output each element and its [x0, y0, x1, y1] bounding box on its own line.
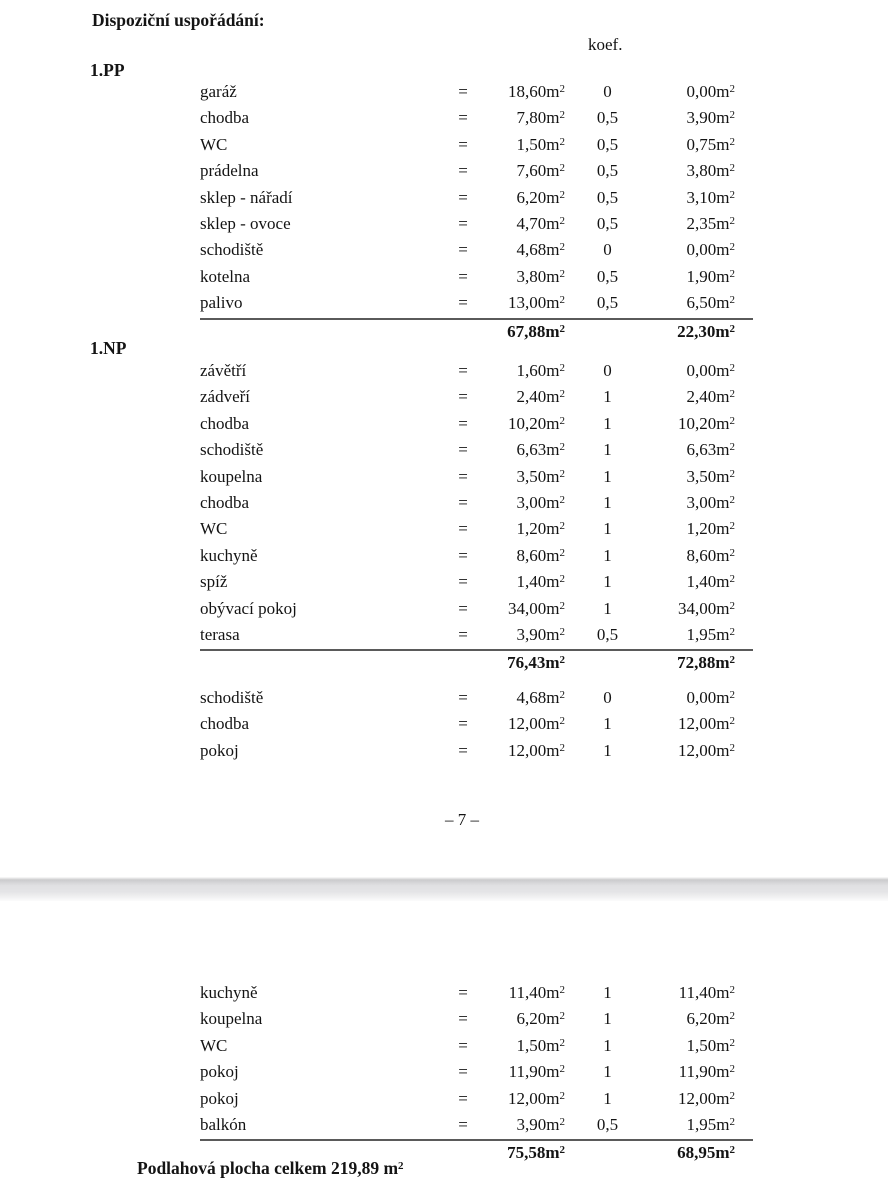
room-label: obývací pokoj: [200, 598, 297, 618]
weighted-area-value: $3,50m^2$: [686, 466, 735, 486]
room-label: kuchyně: [200, 983, 258, 1002]
superscript-2: 2: [559, 1144, 565, 1157]
subtotal-area-value: $75,58m^2$: [507, 1143, 565, 1163]
weighted-area-value: $0,00m^2$: [686, 361, 735, 380]
weighted-area-value: $8,60m^2$: [686, 545, 735, 565]
table-row: [200, 1007, 753, 1033]
superscript-2: 2: [729, 1010, 735, 1023]
floor-heading-1np: 1.NP: [90, 338, 127, 358]
koef-value: 1: [603, 598, 612, 618]
room-label: schodiště: [200, 440, 264, 460]
equals-sign: =: [458, 983, 468, 1002]
superscript-2: 2: [559, 1063, 565, 1076]
room-label: WC: [200, 519, 228, 539]
weighted-area-value: $3,10m^2$: [686, 187, 735, 207]
koef-value: 1: [603, 545, 612, 565]
area-table-upper-floor-continued: [0, 981, 888, 1168]
area-value: $6,63m^2$: [516, 440, 565, 460]
superscript-2: 2: [559, 414, 565, 427]
area-value: $11,90m^2$: [508, 1062, 565, 1082]
room-label: závětří: [200, 361, 247, 380]
superscript-2: 2: [729, 162, 735, 175]
equals-sign: =: [458, 187, 468, 207]
room-label: prádelna: [200, 161, 259, 181]
weighted-area-value: $3,00m^2$: [686, 493, 735, 513]
weighted-area-value: $1,95m^2$: [686, 1115, 735, 1135]
superscript-2: 2: [729, 441, 735, 454]
superscript-2: 2: [729, 599, 735, 612]
subtotal-area-value: $76,43m^2$: [507, 653, 565, 673]
room-label: chodba: [200, 413, 250, 433]
superscript-2: 2: [729, 109, 735, 122]
superscript-2: 2: [729, 267, 735, 280]
superscript-2: 2: [559, 573, 565, 586]
koef-value: 0,5: [596, 1115, 619, 1135]
page-number: – 7 –: [445, 810, 479, 829]
equals-sign: =: [458, 466, 468, 486]
room-label: schodiště: [200, 240, 264, 260]
koef-value: 1: [603, 1062, 612, 1082]
superscript-2: 2: [729, 414, 735, 427]
area-value: $3,80m^2$: [516, 266, 565, 286]
area-value: $18,60m^2$: [508, 82, 565, 101]
room-label: spíž: [200, 572, 228, 592]
superscript-2: 2: [729, 362, 735, 374]
equals-sign: =: [458, 714, 468, 734]
koef-value: 1: [603, 519, 612, 539]
area-value: $1,50m^2$: [516, 134, 565, 154]
weighted-area-value: $3,80m^2$: [686, 161, 735, 181]
superscript-2: 2: [559, 294, 565, 307]
equals-sign: =: [458, 361, 468, 380]
room-label: garáž: [200, 82, 237, 101]
area-value: $11,40m^2$: [508, 983, 565, 1002]
superscript-2: 2: [729, 1036, 735, 1049]
superscript-2: 2: [559, 599, 565, 612]
superscript-2: 2: [729, 135, 735, 148]
equals-sign: =: [458, 266, 468, 286]
superscript-2: 2: [729, 741, 735, 754]
superscript-2: 2: [559, 241, 565, 254]
superscript-2: 2: [729, 689, 735, 701]
equals-sign: =: [458, 240, 468, 260]
koef-value: 0,5: [596, 625, 619, 645]
superscript-2: 2: [559, 520, 565, 533]
table-row: [200, 1060, 753, 1086]
equals-sign: =: [458, 214, 468, 234]
koef-value: 1: [603, 983, 612, 1002]
room-label: sklep - ovoce: [200, 214, 291, 234]
koef-value: 1: [603, 387, 612, 407]
total-floor-area-unit: $m^2$: [383, 1158, 404, 1178]
koef-value: 1: [603, 714, 612, 734]
area-value: $12,00m^2$: [508, 740, 565, 760]
superscript-2: 2: [729, 1144, 735, 1157]
room-label: zádveří: [200, 387, 251, 407]
superscript-2: 2: [729, 1116, 735, 1129]
area-value: $4,70m^2$: [516, 214, 565, 234]
room-label: chodba: [200, 714, 250, 734]
superscript-2: 2: [559, 362, 565, 374]
koef-value: 1: [603, 1088, 612, 1108]
table-row: [200, 1034, 753, 1060]
table-row: [200, 981, 753, 1007]
superscript-2: 2: [729, 984, 735, 996]
weighted-area-value: $1,95m^2$: [686, 625, 735, 645]
weighted-area-value: $0,00m^2$: [686, 240, 735, 260]
koef-value: 1: [603, 572, 612, 592]
superscript-2: 2: [729, 1063, 735, 1076]
table-row: [200, 1113, 753, 1139]
weighted-area-value: $12,00m^2$: [678, 714, 735, 734]
superscript-2: 2: [559, 441, 565, 454]
room-label: koupelna: [200, 466, 263, 486]
superscript-2: 2: [729, 494, 735, 507]
superscript-2: 2: [559, 109, 565, 122]
koef-value: 0,5: [596, 293, 619, 313]
weighted-area-value: $6,20m^2$: [686, 1009, 735, 1029]
weighted-area-value: $1,50m^2$: [686, 1035, 735, 1055]
area-value: $34,00m^2$: [508, 598, 565, 618]
subtotal-area-value: $67,88m^2$: [507, 321, 565, 341]
equals-sign: =: [458, 545, 468, 565]
weighted-area-value: $1,20m^2$: [686, 519, 735, 539]
weighted-area-value: $12,00m^2$: [678, 740, 735, 760]
area-value: $2,40m^2$: [516, 387, 565, 407]
weighted-area-value: $0,00m^2$: [686, 82, 735, 101]
koef-value: 0: [603, 82, 612, 101]
superscript-2: 2: [559, 546, 565, 559]
superscript-2: 2: [559, 83, 565, 95]
superscript-2: 2: [559, 689, 565, 701]
room-label: pokoj: [200, 1088, 239, 1108]
area-value: $13,00m^2$: [508, 293, 565, 313]
area-value: $12,00m^2$: [508, 1088, 565, 1108]
room-label: sklep - nářadí: [200, 187, 293, 207]
area-value: $1,60m^2$: [516, 361, 565, 380]
koef-value: 0: [603, 688, 612, 707]
superscript-2: 2: [729, 188, 735, 201]
koef-value: 0,5: [596, 134, 619, 154]
equals-sign: =: [458, 740, 468, 760]
weighted-area-value: $11,90m^2$: [678, 1062, 735, 1082]
room-label: terasa: [200, 625, 240, 645]
room-label: kotelna: [200, 266, 251, 286]
area-value: $3,00m^2$: [516, 493, 565, 513]
koef-column-header: koef.: [588, 35, 623, 54]
superscript-2: 2: [729, 520, 735, 533]
koef-value: 0,5: [596, 266, 619, 286]
equals-sign: =: [458, 134, 468, 154]
room-label: WC: [200, 134, 228, 154]
equals-sign: =: [458, 161, 468, 181]
equals-sign: =: [458, 293, 468, 313]
koef-value: 0,5: [596, 187, 619, 207]
superscript-2: 2: [559, 135, 565, 148]
equals-sign: =: [458, 1088, 468, 1108]
equals-sign: =: [458, 413, 468, 433]
equals-sign: =: [458, 493, 468, 513]
area-value: $4,68m^2$: [516, 240, 565, 260]
superscript-2: 2: [559, 494, 565, 507]
equals-sign: =: [458, 1062, 468, 1082]
superscript-2: 2: [559, 215, 565, 228]
subtotal-weighted-area-value: $22,30m^2$: [677, 321, 735, 341]
weighted-area-value: $10,20m^2$: [678, 413, 735, 433]
superscript-2: 2: [559, 984, 565, 996]
area-value: $4,68m^2$: [516, 688, 565, 707]
area-value: $6,20m^2$: [516, 1009, 565, 1029]
equals-sign: =: [458, 1035, 468, 1055]
equals-sign: =: [458, 519, 468, 539]
weighted-area-value: $34,00m^2$: [678, 598, 735, 618]
weighted-area-value: $11,40m^2$: [678, 983, 735, 1002]
weighted-area-value: $2,35m^2$: [686, 214, 735, 234]
room-label: kuchyně: [200, 545, 258, 565]
weighted-area-value: $3,90m^2$: [686, 108, 735, 128]
room-label: koupelna: [200, 1009, 263, 1029]
superscript-2: 2: [559, 1036, 565, 1049]
superscript-2: 2: [559, 1010, 565, 1023]
room-label: pokoj: [200, 1062, 239, 1082]
superscript-2: 2: [729, 467, 735, 480]
superscript-2: 2: [559, 626, 565, 639]
room-label: pokoj: [200, 740, 239, 760]
area-value: $12,00m^2$: [508, 714, 565, 734]
koef-value: 0,5: [596, 108, 619, 128]
total-floor-area-label: Podlahová plocha celkem: [137, 1158, 327, 1178]
weighted-area-value: $6,50m^2$: [686, 293, 735, 313]
weighted-area-value: $12,00m^2$: [678, 1088, 735, 1108]
area-value: $1,40m^2$: [516, 572, 565, 592]
superscript-2: 2: [559, 1116, 565, 1129]
document-section-title: Dispoziční uspořádání:: [92, 10, 265, 30]
room-label: chodba: [200, 108, 250, 128]
equals-sign: =: [458, 598, 468, 618]
room-label: balkón: [200, 1115, 247, 1135]
equals-sign: =: [458, 1115, 468, 1135]
equals-sign: =: [458, 572, 468, 592]
subtotal-spacer: [453, 1141, 473, 1167]
koef-value: 0,5: [596, 214, 619, 234]
superscript-2: 2: [398, 1160, 404, 1172]
superscript-2: 2: [729, 388, 735, 401]
superscript-2: 2: [729, 654, 735, 667]
superscript-2: 2: [559, 467, 565, 480]
area-value: $3,90m^2$: [516, 625, 565, 645]
superscript-2: 2: [559, 654, 565, 667]
superscript-2: 2: [559, 388, 565, 401]
weighted-area-value: $1,40m^2$: [686, 572, 735, 592]
weighted-area-value: $0,00m^2$: [686, 688, 735, 707]
koef-value: 1: [603, 493, 612, 513]
area-value: $1,20m^2$: [516, 519, 565, 539]
equals-sign: =: [458, 108, 468, 128]
area-value: $3,50m^2$: [516, 466, 565, 486]
subtotal-weighted-area-value: $72,88m^2$: [677, 653, 735, 673]
superscript-2: 2: [729, 83, 735, 95]
room-label: schodiště: [200, 688, 264, 707]
koef-value: 1: [603, 413, 612, 433]
superscript-2: 2: [559, 267, 565, 280]
koef-value: 1: [603, 1035, 612, 1055]
superscript-2: 2: [729, 626, 735, 639]
superscript-2: 2: [559, 188, 565, 201]
superscript-2: 2: [729, 715, 735, 728]
koef-value: 0: [603, 361, 612, 380]
superscript-2: 2: [729, 573, 735, 586]
weighted-area-value: $0,75m^2$: [686, 134, 735, 154]
subtotal-weighted-area-value: $68,95m^2$: [677, 1143, 735, 1163]
total-floor-area-value: 219,89: [330, 1158, 380, 1178]
superscript-2: 2: [559, 162, 565, 175]
total-floor-area: [137, 1158, 404, 1179]
area-value: $1,50m^2$: [516, 1035, 565, 1055]
equals-sign: =: [458, 387, 468, 407]
table-row: [200, 1087, 753, 1113]
area-value: $7,60m^2$: [516, 161, 565, 181]
area-value: $8,60m^2$: [516, 545, 565, 565]
koef-value: 0: [603, 240, 612, 260]
room-label: WC: [200, 1035, 228, 1055]
room-label: palivo: [200, 293, 243, 313]
area-value: $3,90m^2$: [516, 1115, 565, 1135]
koef-value: 0,5: [596, 161, 619, 181]
superscript-2: 2: [729, 546, 735, 559]
koef-value: 1: [603, 440, 612, 460]
equals-sign: =: [458, 1009, 468, 1029]
floor-heading-1pp: 1.PP: [90, 60, 125, 80]
superscript-2: 2: [729, 215, 735, 228]
superscript-2: 2: [559, 741, 565, 754]
subtotal-spacer: [565, 1141, 650, 1167]
superscript-2: 2: [729, 241, 735, 254]
koef-value: 1: [603, 740, 612, 760]
area-value: $7,80m^2$: [516, 108, 565, 128]
koef-value: 1: [603, 1009, 612, 1029]
superscript-2: 2: [729, 1089, 735, 1102]
equals-sign: =: [458, 440, 468, 460]
room-label: chodba: [200, 493, 250, 513]
weighted-area-value: $6,63m^2$: [686, 440, 735, 460]
equals-sign: =: [458, 625, 468, 645]
superscript-2: 2: [559, 715, 565, 728]
superscript-2: 2: [729, 294, 735, 307]
area-value: $6,20m^2$: [516, 187, 565, 207]
superscript-2: 2: [559, 1089, 565, 1102]
superscript-2: 2: [729, 322, 735, 335]
equals-sign: =: [458, 82, 468, 101]
superscript-2: 2: [559, 322, 565, 335]
weighted-area-value: $2,40m^2$: [686, 387, 735, 407]
koef-value: 1: [603, 466, 612, 486]
weighted-area-value: $1,90m^2$: [686, 266, 735, 286]
area-value: $10,20m^2$: [508, 413, 565, 433]
equals-sign: =: [458, 688, 468, 707]
